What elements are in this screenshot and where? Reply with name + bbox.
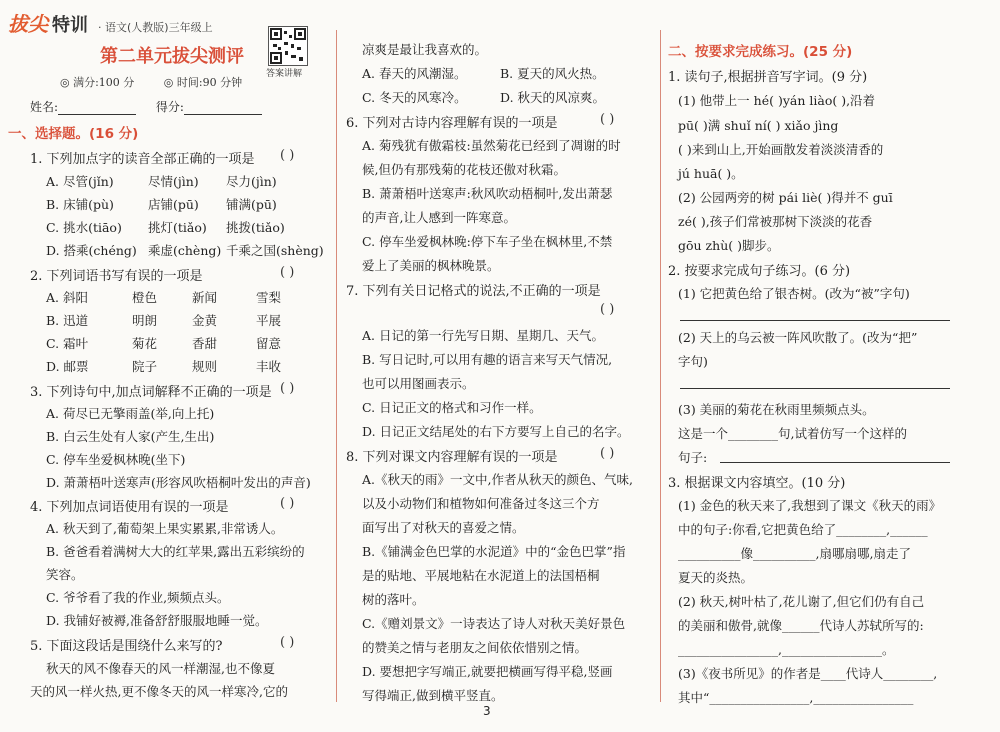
option: A.《秋天的雨》一文中,作者从秋天的颜色、气味,: [362, 472, 633, 487]
answer-line[interactable]: [680, 388, 950, 389]
option: 平展: [256, 313, 282, 328]
passage-line: 凉爽是最让我喜欢的。: [362, 42, 488, 57]
option: A. 春天的风潮湿。: [362, 66, 467, 81]
fill-line[interactable]: 的美丽和傲骨,就像______代诗人苏轼所写的:: [678, 618, 924, 633]
option: 留意: [256, 336, 282, 351]
option: 尽力(jìn): [226, 174, 277, 189]
fill-line[interactable]: __________像__________,扇哪扇哪,扇走了: [678, 546, 911, 561]
answer-paren[interactable]: ( ): [280, 635, 295, 650]
answer-paren[interactable]: ( ): [280, 148, 295, 163]
option: 香甜: [192, 336, 218, 351]
passage-line: 秋天的风不像春天的风一样潮湿,也不像夏: [46, 661, 275, 676]
answer-paren[interactable]: ( ): [280, 496, 295, 511]
fill-line[interactable]: (3)《夜书所见》的作者是____代诗人________,: [678, 666, 938, 681]
option: 也可以用图画表示。: [362, 376, 475, 391]
brand-main: 拔尖: [8, 12, 48, 36]
fill-line[interactable]: 其中“________________,________________: [678, 690, 914, 705]
fill-line[interactable]: (1) 他带上一 hé( )yán liào( ),沿着: [678, 93, 876, 108]
option: D. 搭乘(chéng): [46, 243, 137, 258]
subject-label: · 语文(人教版)三年级上: [98, 21, 213, 34]
option: B. 床铺(pù): [46, 197, 114, 212]
option: 挑拨(tiǎo): [226, 220, 285, 235]
qr-caption: 答案讲解: [266, 69, 303, 79]
option: C. 冬天的风寒冷。: [362, 90, 467, 105]
exercise-prompt: (2) 天上的乌云被一阵风吹散了。(改为“把”: [678, 330, 918, 345]
option: A. 菊残犹有傲霜枝:虽然菊花已经到了凋谢的时: [362, 138, 621, 153]
fill-line[interactable]: ________________,________________。: [678, 642, 895, 657]
option: 候,但仍有那残菊的花枝还傲对秋霜。: [362, 162, 566, 177]
option: A. 尽管(jǐn): [46, 174, 114, 189]
option: B. 爸爸看着满树大大的红苹果,露出五彩缤纷的: [46, 544, 305, 559]
question-stem: 2. 按要求完成句子练习。(6 分): [668, 264, 851, 279]
fill-line[interactable]: (1) 金色的秋天来了,我想到了课文《秋天的雨》: [678, 498, 942, 513]
page-title: 第二单元拔尖测评: [100, 46, 244, 67]
option: 规则: [192, 359, 218, 374]
section-heading: 一、选择题。(16 分): [8, 126, 139, 142]
answer-paren[interactable]: ( ): [280, 381, 295, 396]
option: 千乘之国(shèng): [226, 243, 324, 258]
option: A. 荷尽已无擎雨盖(举,向上托): [46, 406, 215, 421]
option: 是的贴地、平展地粘在水泥道上的法国梧桐: [362, 568, 600, 583]
option: B. 白云生处有人家(产生,生出): [46, 429, 215, 444]
fill-line[interactable]: gōu zhù( )脚步。: [678, 238, 780, 253]
option: 铺满(pū): [226, 197, 277, 212]
option: 尽情(jìn): [148, 174, 199, 189]
option: C. 爷爷看了我的作业,频频点头。: [46, 590, 230, 605]
option: 店铺(pū): [148, 197, 199, 212]
option: 笑容。: [46, 567, 84, 582]
fill-line[interactable]: ( )来到山上,开始画散发着淡淡清香的: [678, 142, 884, 157]
fill-line[interactable]: 夏天的炎热。: [678, 570, 754, 585]
option: A. 斜阳: [46, 290, 88, 305]
option: B. 迅道: [46, 313, 89, 328]
question-stem: 3. 下列诗句中,加点词解释不正确的一项是: [30, 385, 272, 400]
question-stem: 6. 下列对古诗内容理解有误的一项是: [346, 116, 558, 131]
option: 丰收: [256, 359, 282, 374]
brand-second: 特训: [52, 15, 88, 36]
option: 橙色: [132, 290, 158, 305]
score-label: 得分:: [155, 100, 184, 114]
passage-line: 天的风一样火热,更不像冬天的风一样寒冷,它的: [30, 684, 288, 699]
time-limit: ◎ 时间:90 分钟: [163, 76, 243, 89]
option: D. 我铺好被褥,准备舒舒服服地睡一觉。: [46, 613, 268, 628]
option: C. 挑水(tiāo): [46, 220, 122, 235]
option: A. 日记的第一行先写日期、星期几、天气。: [362, 328, 604, 343]
exercise-prompt: 句子:: [678, 450, 708, 465]
question-stem: 8. 下列对课文内容理解有误的一项是: [346, 450, 558, 465]
question-stem: 3. 根据课文内容填空。(10 分): [668, 476, 846, 491]
answer-paren[interactable]: ( ): [600, 112, 615, 127]
fill-line[interactable]: 中的句子:你看,它把黄色给了________,______: [678, 522, 928, 537]
option: D. 萧萧梧叶送寒声(形容风吹梧桐叶发出的声音): [46, 475, 311, 490]
option: 菊花: [132, 336, 158, 351]
option: D. 邮票: [46, 359, 89, 374]
option: 爱上了美丽的枫林晚景。: [362, 258, 500, 273]
option: 挑灯(tiǎo): [148, 220, 207, 235]
page-number: 3: [483, 704, 491, 718]
option: A. 秋天到了,葡萄架上果实累累,非常诱人。: [46, 521, 284, 536]
question-stem: 5. 下面这段话是围绕什么来写的?: [30, 639, 223, 654]
answer-line[interactable]: [720, 462, 950, 463]
exercise-prompt: (1) 它把黄色给了银杏树。(改为“被”字句): [678, 286, 910, 301]
option: 面写出了对秋天的喜爱之情。: [362, 520, 525, 535]
column-middle: [340, 0, 660, 732]
name-label: 姓名:: [30, 100, 59, 114]
option: D. 日记正文结尾处的右下方要写上自己的名字。: [362, 424, 630, 439]
option: 金黄: [192, 313, 218, 328]
answer-paren[interactable]: ( ): [280, 265, 295, 280]
fill-line[interactable]: (2) 秋天,树叶枯了,花儿谢了,但它们仍有自己: [678, 594, 925, 609]
option: 树的落叶。: [362, 592, 425, 607]
option: 院子: [132, 359, 158, 374]
option: D. 秋天的风凉爽。: [500, 90, 606, 105]
option: D. 要想把字写端正,就要把横画写得平稳,竖画: [362, 664, 613, 679]
exercise-prompt: (3) 美丽的菊花在秋雨里频频点头。: [678, 402, 875, 417]
option: B.《铺满金色巴掌的水泥道》中的“金色巴掌”指: [362, 544, 626, 559]
question-stem: 4. 下列加点词语使用有误的一项是: [30, 500, 229, 515]
answer-paren[interactable]: ( ): [600, 446, 615, 461]
column-divider: [660, 30, 661, 702]
option: 雪梨: [256, 290, 282, 305]
fill-line[interactable]: (2) 公园两旁的树 pái liè( )得并不 guī: [678, 190, 893, 205]
column-left: [0, 0, 333, 732]
option: B. 萧萧梧叶送寒声:秋风吹动梧桐叶,发出萧瑟: [362, 186, 613, 201]
option: 的声音,让人感到一阵寒意。: [362, 210, 516, 225]
exercise-prompt: 字句): [678, 354, 708, 369]
option: C. 霜叶: [46, 336, 89, 351]
option: C.《赠刘景文》一诗表达了诗人对秋天美好景色: [362, 616, 626, 631]
question-stem: 7. 下列有关日记格式的说法,不正确的一项是: [346, 284, 601, 299]
column-right: [662, 0, 1000, 732]
option: C. 停车坐爱枫林晚:停下车子坐在枫林里,不禁: [362, 234, 613, 249]
option: 乘虚(chèng): [148, 243, 222, 258]
option: B. 夏天的风火热。: [500, 66, 605, 81]
question-stem: 1. 下列加点字的读音全部正确的一项是: [30, 152, 255, 167]
option: 写得端正,做到横平竖直。: [362, 688, 504, 703]
section-heading: 二、按要求完成练习。(25 分): [668, 44, 853, 60]
full-score: ◎ 满分:100 分: [60, 76, 135, 89]
question-stem: 1. 读句子,根据拼音写字词。(9 分): [668, 70, 868, 85]
answer-line[interactable]: [680, 320, 950, 321]
fill-line[interactable]: zé( ),孩子们常被那树下淡淡的花香: [678, 214, 873, 229]
fill-line[interactable]: 这是一个________句,试着仿写一个这样的: [678, 426, 907, 441]
option: B. 写日记时,可以用有趣的语言来写天气情况,: [362, 352, 613, 367]
question-stem: 2. 下列词语书写有误的一项是: [30, 269, 203, 284]
option: 新闻: [192, 290, 218, 305]
fill-line[interactable]: jú huā( )。: [678, 166, 744, 181]
option: 明朗: [132, 313, 158, 328]
option: 的赞美之情与老朋友之间依依惜别之情。: [362, 640, 588, 655]
fill-line[interactable]: pū( )满 shuǐ ní( ) xiǎo jìng: [678, 118, 839, 133]
option: C. 日记正文的格式和习作一样。: [362, 400, 542, 415]
option: 以及小动物们和植物如何准备过冬这三个方: [362, 496, 600, 511]
option: C. 停车坐爱枫林晚(坐下): [46, 452, 186, 467]
column-divider: [336, 30, 337, 702]
answer-paren[interactable]: ( ): [600, 302, 615, 317]
